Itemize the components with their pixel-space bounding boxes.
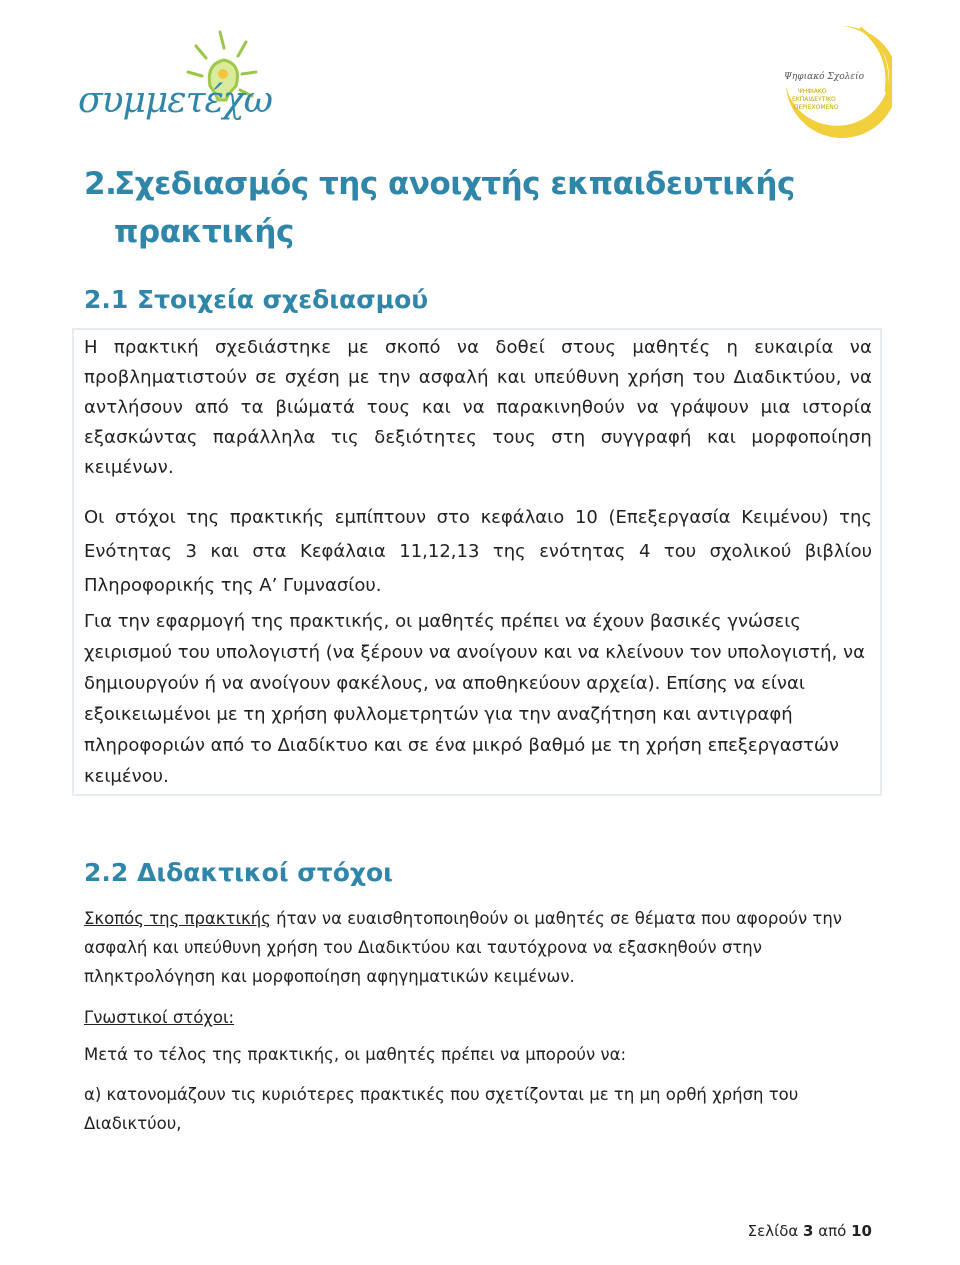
chapter-number: 2.: [84, 166, 117, 202]
logo-line-2: ΨΗΦΙΑΚΟ: [798, 88, 827, 95]
crescent-icon: [782, 22, 892, 142]
chapter-title-line-2: πρακτικής: [114, 214, 294, 250]
design-paragraph-3: Για την εφαρμογή της πρακτικής, οι μαθητές πρέπει να έχουν βασικές γνώσεις χειρισμού του υπολογιστή (να ξέρουν να ανοίγουν και να κλείνουν τον υπολογιστή, να δημιουργούν ή να ανοίγουν φακέλους, να αποθηκεύουν αρχεία). Επίσης να είναι εξοικειωμένοι με τη χρήση φυλλομετρητών για την αναζήτηση και αντιγραφή πληροφοριών από το Διαδίκτυο και σε ένα μικρό βαθμό με τη χρήση επεξεργαστών κειμένου.: [84, 611, 865, 787]
scope-text: ήταν να ευαισθητοποιηθούν οι μαθητές σε θέματα που αφορούν την ασφαλή και υπεύθυνη χρήση του Διαδικτύου και ταυτόχρονα να εξασκηθούν στην πληκτρολόγηση και μορφοποίηση αφηγηματικών κειμένων.: [84, 909, 843, 986]
cognitive-goals-intro: Μετά το τέλος της πρακτικής, οι μαθητές πρέπει να μπορούν να:: [84, 1045, 627, 1064]
scope-label: Σκοπός της πρακτικής: [84, 909, 271, 928]
cognitive-goals-label: Γνωστικοί στόχοι:: [84, 1008, 235, 1027]
digital-school-logo: [782, 22, 892, 142]
chapter-title-line-1: Σχεδιασμός της ανοιχτής εκπαιδευτικής: [114, 166, 795, 202]
logo-line-3: ΕΚΠΑΙΔΕΥΤΙΚΟ: [792, 96, 836, 103]
logo-title: Ψηφιακό Σχολείο: [784, 72, 865, 82]
logo-line-4: ΠΕΡΙΕΧΟΜΕΝΟ: [794, 104, 839, 111]
page-current: 3: [803, 1222, 814, 1240]
logo-wordmark: συμμετέχω: [78, 80, 272, 121]
page-footer: [748, 1222, 872, 1240]
chapter-heading: [84, 160, 844, 256]
design-paragraph-1: Η πρακτική σχεδιάστηκε με σκοπό να δοθεί στους μαθητές η ευκαιρία να προβληματιστούν σε σχέση με την ασφαλή και υπεύθυνη χρήση του Διαδικτύου, να αντλήσουν από τα βιώματά τους και να παρακινηθούν να γράψουν μια ιστορία εξασκώντας παράλληλα τις δεξιότητες τους στη συγγραφή και μορφοποίηση κειμένων.: [84, 337, 872, 478]
section-heading-2-1: 2.1 Στοιχεία σχεδιασμού: [84, 285, 429, 314]
page-of: από: [813, 1222, 852, 1240]
cognitive-goal-item-a: α) κατονομάζουν τις κυριότερες πρακτικές που σχετίζονται με τη μη ορθή χρήση του Διαδικτύου,: [84, 1085, 799, 1133]
page-label: Σελίδα: [747, 1222, 804, 1240]
page-total: 10: [851, 1222, 872, 1240]
scope-paragraph: [84, 904, 874, 991]
section-heading-2-2: 2.2 Διδακτικοί στόχοι: [84, 858, 393, 887]
design-paragraph-2: Οι στόχοι της πρακτικής εμπίπτουν στο κεφάλαιο 10 (Επεξεργασία Κειμένου) της Ενότητας 3 και στα Κεφάλαια 11,12,13 της ενότητας 4 του σχολικού βιβλίου Πληροφορικής της Α’ Γυμνασίου.: [84, 507, 872, 596]
symmetexo-logo: [78, 24, 278, 129]
